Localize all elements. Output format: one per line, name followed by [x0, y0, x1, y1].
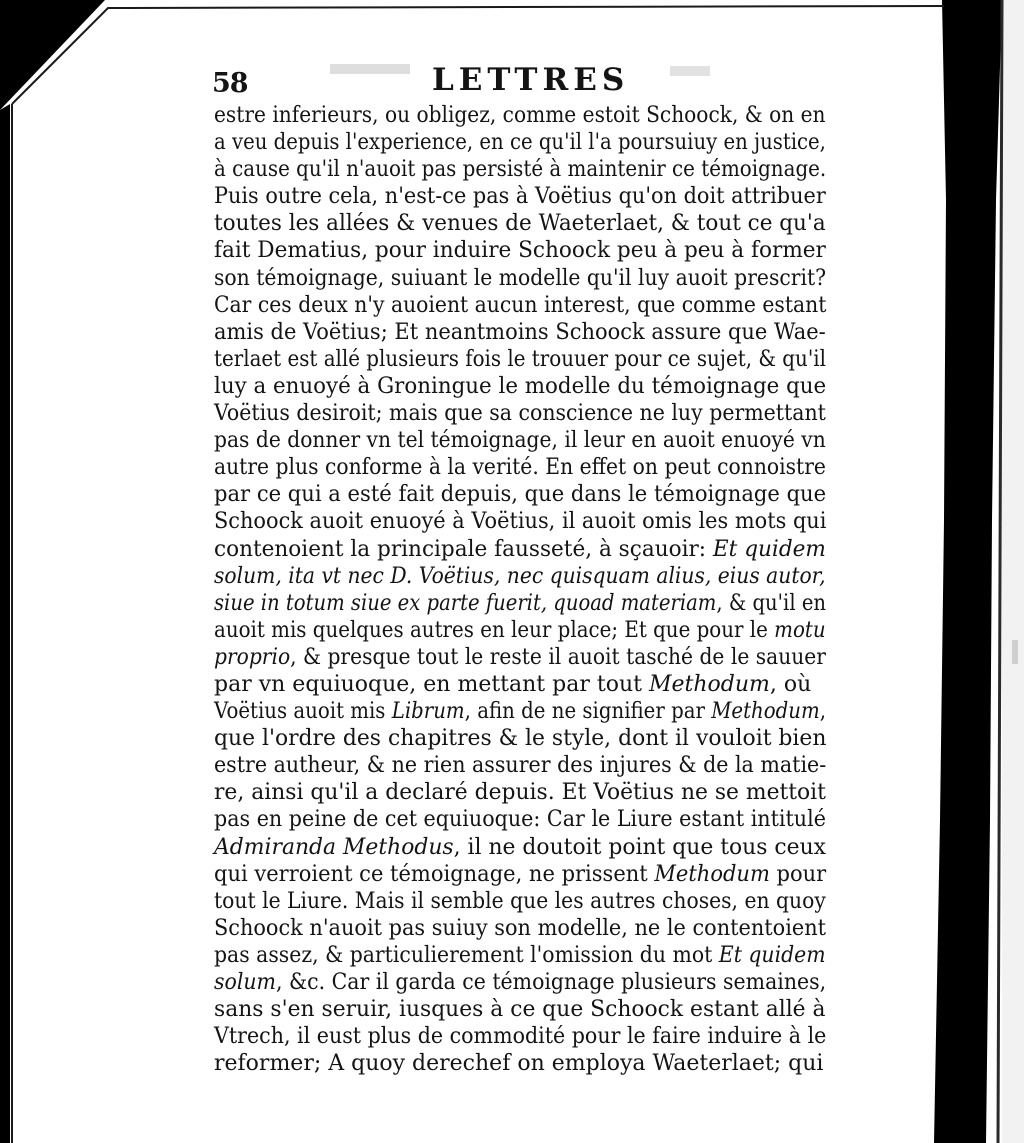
text-segment: tout le Liure. Mais il semble que les autres choses, en quoy [214, 888, 826, 914]
text-line [214, 373, 827, 400]
text-segment: autre plus conforme à la verité. En effet on peut connoistre [214, 455, 826, 481]
text-segment: , & qu'il en [716, 590, 827, 616]
text-line [214, 183, 826, 210]
text-segment: auoit mis quelques autres en leur place; Et que pour le [214, 617, 775, 643]
page-body [214, 60, 826, 1077]
text-segment: à cause qu'il n'auoit pas persisté à maintenir ce témoignage. [214, 157, 827, 183]
text-line [214, 942, 826, 969]
text-segment: par vn equiuoque, en mettant par tout [214, 671, 649, 697]
text-segment: , &c. Car il garda ce témoignage plusieurs semaines, [275, 970, 827, 995]
text-line [214, 806, 826, 833]
text-segment: , & presque tout le reste il auoit tasché de le sauuer [290, 644, 826, 670]
scanner-background-left [0, 104, 10, 1143]
text-line [214, 156, 827, 183]
text-segment: son témoignage, suiuant le modelle qu'il luy auoit prescrit? [214, 265, 827, 291]
text-line [214, 1050, 826, 1077]
text-line [214, 427, 826, 454]
text-segment: Schoock auoit enuoyé à Voëtius, il auoit omis les mots qui [214, 509, 827, 535]
text-line [214, 454, 826, 481]
text-line [214, 536, 826, 563]
facing-page-strip [1002, 0, 1024, 1143]
text-line [214, 779, 826, 806]
text-line [214, 969, 827, 996]
running-head [214, 60, 826, 102]
text-line [214, 265, 827, 292]
text-line [214, 508, 827, 535]
text-line [214, 996, 826, 1023]
text-segment: , [819, 699, 826, 725]
italic-segment: siue in totum siue ex parte fuerit, quoad materiam [214, 590, 717, 616]
text-line [214, 698, 826, 725]
text-line [214, 481, 827, 508]
italic-segment: Et quidem [718, 942, 826, 968]
text-line [214, 563, 826, 590]
text-segment: reformer; A quoy derechef on employa Waeterlaet; qui [214, 1051, 824, 1077]
italic-segment: Et quidem [712, 536, 826, 562]
text-line [214, 725, 827, 752]
italic-segment: Methodum [648, 671, 770, 697]
italic-segment: solum, ita vt nec D. Voëtius, nec quisquam alius, eius autor, [214, 563, 826, 589]
italic-segment: Admiranda Methodus [214, 834, 454, 860]
text-line [214, 346, 826, 373]
text-line [214, 129, 826, 156]
text-segment: , afin de ne signifier par [464, 699, 712, 725]
text-segment: pas en peine de cet equiuoque: Car le Liure estant intitulé [214, 807, 826, 833]
text-segment: Schoock n'auoit pas suiuy son modelle, ne le contentoient [214, 915, 827, 941]
text-segment: Vtrech, il eust plus de commodité pour le faire induire à le [214, 1024, 827, 1050]
text-segment: re, ainsi qu'il a declaré depuis. Et Voëtius ne se mettoit [214, 780, 826, 806]
text-line [214, 292, 827, 319]
text-segment: terlaet est allé plusieurs fois le trouuer pour ce sujet, & qu'il [214, 346, 826, 372]
text-segment: pour [769, 861, 827, 887]
text-segment: fait Dematius, pour induire Schoock peu à peu à former [214, 238, 826, 264]
text-line [214, 644, 826, 671]
text-line [214, 888, 826, 915]
text-line [214, 210, 826, 237]
scanner-background-topleft [0, 0, 105, 110]
text-line [214, 915, 827, 942]
text-line [214, 590, 827, 617]
italic-segment: motu [774, 617, 826, 643]
italic-segment: Librum [391, 699, 465, 725]
italic-segment: Methodum [711, 699, 820, 725]
text-segment: par ce qui a esté fait depuis, que dans le témoignage que [214, 482, 827, 508]
text-block [214, 102, 826, 1077]
running-head-title: LETTRES [432, 62, 630, 98]
text-segment: pas assez, & particulierement l'omission du mot [214, 942, 719, 968]
text-segment: pas de donner vn tel témoignage, il leur en auoit enuoyé vn [214, 428, 826, 454]
text-segment: a veu depuis l'experience, en ce qu'il l'a poursuiuy en justice, [214, 130, 826, 156]
page-number: 58 [212, 68, 248, 99]
text-line [214, 102, 826, 129]
italic-segment: solum [214, 970, 276, 995]
page-edge-right [934, 0, 1002, 1143]
text-segment: , où [769, 671, 812, 697]
text-segment: que l'ordre des chapitres & le style, dont il vouloit bien [214, 726, 827, 752]
text-line [214, 617, 826, 644]
text-line [214, 861, 827, 888]
text-segment: sans s'en seruir, iusques à ce que Schoock estant allé à [214, 997, 826, 1023]
text-line [214, 671, 826, 698]
text-segment: amis de Voëtius; Et neantmoins Schoock assure que Wae- [214, 319, 826, 345]
text-segment: Puis outre cela, n'est-ce pas à Voëtius qu'on doit attribuer [214, 184, 826, 210]
text-segment: Voëtius desiroit; mais que sa conscience ne luy permettant [214, 401, 826, 427]
text-segment: Voëtius auoit mis [214, 699, 392, 725]
text-line [214, 752, 827, 779]
italic-segment: proprio [214, 644, 291, 670]
italic-segment: Methodum [654, 861, 770, 887]
bleed-through-mark [1012, 640, 1018, 664]
text-line [214, 237, 826, 264]
text-segment: qui verroient ce témoignage, ne prissent [214, 861, 655, 887]
text-segment: contenoient la principale fausseté, à sçauoir: [214, 536, 713, 562]
text-segment: luy a enuoyé à Groningue le modelle du témoignage que [214, 373, 827, 399]
text-segment: estre autheur, & ne rien assurer des injures & de la matie- [214, 753, 827, 779]
text-line [214, 319, 826, 346]
text-segment: , il ne doutoit point que tous ceux [453, 834, 826, 860]
facing-page-shadow [998, 0, 1002, 1143]
text-line [214, 1023, 827, 1050]
text-segment: estre inferieurs, ou obligez, comme estoit Schoock, & on en [214, 103, 826, 128]
text-segment: toutes les allées & venues de Waeterlaet, & tout ce qu'a [214, 211, 826, 237]
text-line [214, 400, 826, 427]
text-line [214, 834, 826, 861]
text-segment: Car ces deux n'y auoient aucun interest, que comme estant [214, 292, 827, 318]
